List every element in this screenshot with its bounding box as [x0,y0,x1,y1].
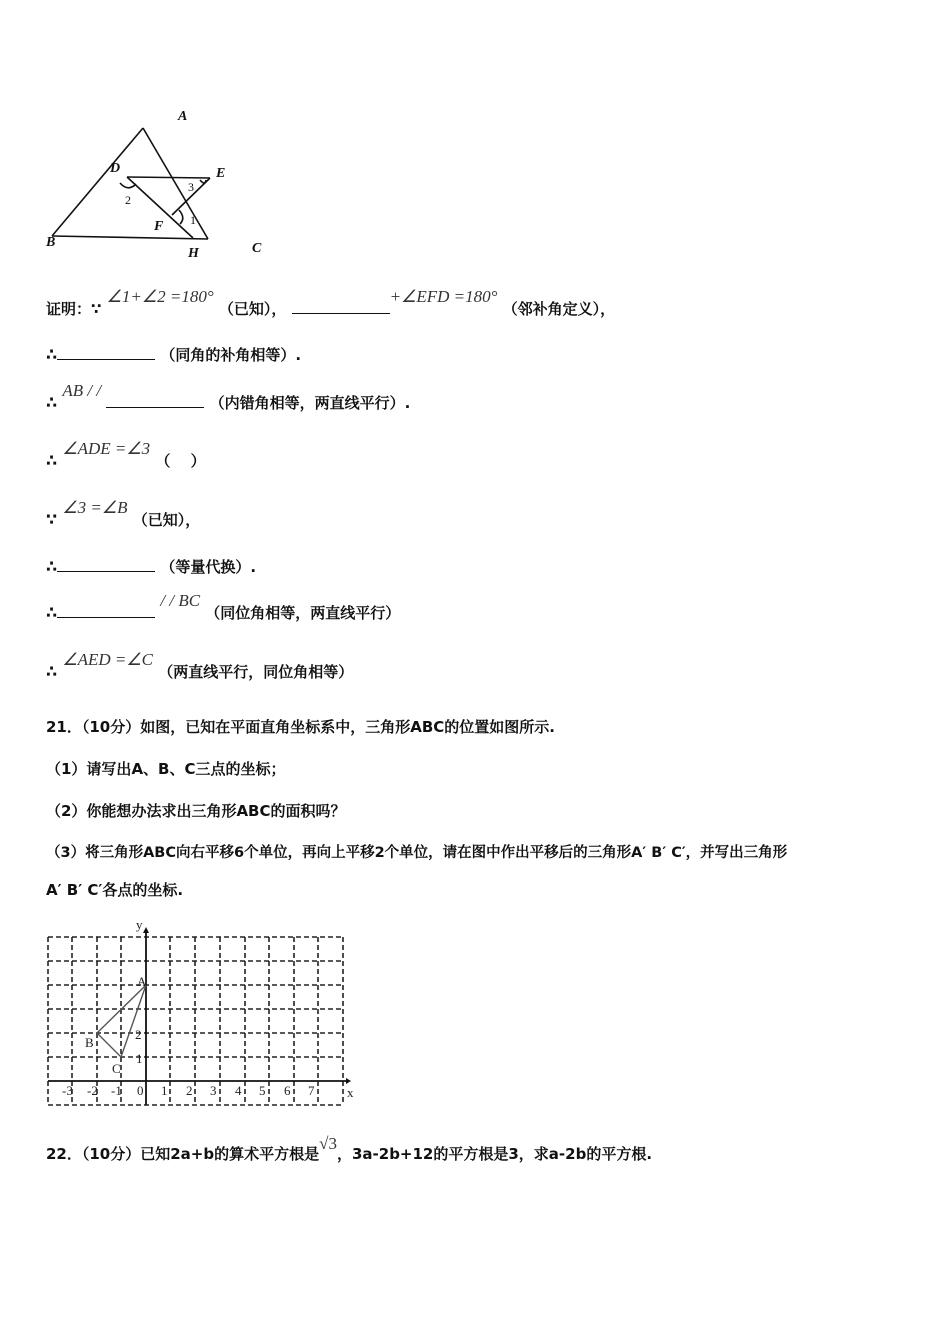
svg-text:C: C [252,241,262,256]
answer-blank[interactable] [292,299,390,314]
svg-text:-2: -2 [87,1083,98,1098]
answer-blank[interactable] [106,393,204,408]
svg-text:B: B [46,235,56,250]
svg-text:5: 5 [259,1083,266,1098]
svg-text:C: C [112,1061,121,1076]
answer-blank[interactable] [57,345,155,360]
q22-text: 22．（10分）已知2a+b的算术平方根是√3，3a-2b+12的平方根是3，求a-2b的平方根. [46,1134,653,1163]
coordinate-grid [40,915,360,1115]
svg-text:A: A [178,109,188,124]
q21-part1: （1）请写出A、B、C三点的坐标； [46,760,286,778]
svg-text:7: 7 [308,1083,315,1098]
answer-blank[interactable] [57,603,155,618]
svg-text:2: 2 [186,1083,193,1098]
svg-text:E: E [216,166,226,181]
svg-text:4: 4 [235,1083,242,1098]
svg-text:B: B [85,1035,94,1050]
svg-text:H: H [188,246,199,261]
svg-text:3: 3 [210,1083,217,1098]
q21-part3-cont: A′ B′ C′各点的坐标. [46,881,184,899]
proof-line-8: ∴ ∠AED =∠C （两直线平行，同位角相等） [46,650,354,681]
svg-text:1: 1 [190,213,196,227]
proof-line-3: ∴ AB / / （内错角相等，两直线平行）. [46,381,411,412]
proof-line-7: ∴ / / BC （同位角相等，两直线平行） [46,591,401,622]
svg-text:x: x [347,1085,354,1100]
triangle-figure [40,100,280,265]
svg-text:2: 2 [135,1027,142,1042]
svg-text:3: 3 [188,180,194,194]
q21-part2: （2）你能想办法求出三角形ABC的面积吗？ [46,802,346,820]
proof-line-4: ∴ ∠ADE =∠3 （ ） [46,439,206,470]
svg-text:6: 6 [284,1083,291,1098]
svg-text:-3: -3 [62,1083,73,1098]
q21-part3: （3）将三角形ABC向右平移6个单位，再向上平移2个单位，请在图中作出平移后的三角形A′ B′ C′，并写出三角形 [46,845,788,861]
proof-line-2: ∴ （同角的补角相等）. [46,345,302,364]
answer-blank[interactable] [57,557,155,572]
svg-text:0: 0 [137,1083,144,1098]
svg-text:A: A [137,974,147,989]
q21-title: 21．（10分）如图，已知在平面直角坐标系中，三角形ABC的位置如图所示. [46,718,555,736]
svg-text:2: 2 [125,193,131,207]
svg-text:1: 1 [161,1083,168,1098]
proof-line-6: ∴ （等量代换）. [46,557,257,576]
proof-line-1: 证明：∵ ∠1+∠2 =180° （已知）， +∠EFD =180° （邻补角定义）， [46,287,616,318]
proof-line-5: ∵ ∠3 =∠B （已知）， [46,498,201,529]
sqrt-3: √3 [319,1134,337,1153]
svg-text:1: 1 [136,1051,143,1066]
svg-text:y: y [136,917,143,932]
svg-text:D: D [110,161,121,176]
svg-text:-1: -1 [111,1083,122,1098]
svg-text:F: F [154,219,164,234]
math-expr: ∠1+∠2 =180° [106,287,214,306]
